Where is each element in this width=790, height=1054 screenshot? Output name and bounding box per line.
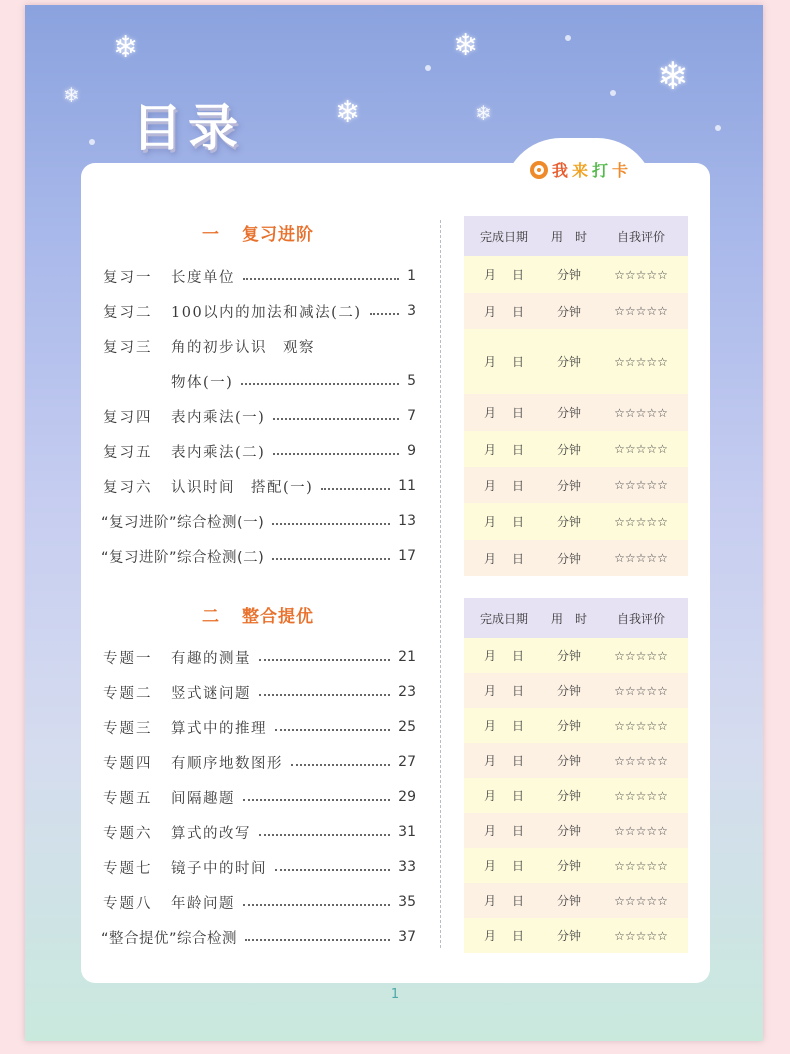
time-cell[interactable]: 分钟: [556, 754, 581, 768]
date-cell[interactable]: 月 日: [483, 929, 524, 943]
toc-title: 年龄问题: [171, 895, 235, 912]
snowflake-icon: ❄: [335, 95, 361, 130]
table-row[interactable]: [464, 329, 688, 394]
toc-entry[interactable]: [103, 475, 416, 497]
table-row[interactable]: [464, 848, 688, 883]
date-cell[interactable]: 月 日: [483, 684, 524, 698]
toc-title: 间隔趣题: [171, 790, 235, 807]
star-rating[interactable]: ☆☆☆☆☆: [614, 405, 668, 420]
section-title: 复习进阶: [242, 225, 314, 245]
toc-entry-test[interactable]: [103, 545, 416, 567]
table-header: [464, 216, 688, 256]
toc-title: 有顺序地数图形: [171, 755, 283, 772]
toc-label: 复习四: [103, 409, 153, 426]
leader-dots: [273, 453, 399, 455]
leader-dots: [272, 523, 390, 525]
star-rating[interactable]: ☆☆☆☆☆: [614, 514, 668, 529]
table-row[interactable]: [464, 467, 688, 503]
toc-label: 专题六: [103, 825, 153, 842]
toc-page: 23: [398, 684, 416, 700]
header-rating: 自我评价: [616, 229, 665, 244]
leader-dots: [243, 278, 399, 280]
snowflake-icon: ❄: [113, 30, 139, 65]
header-rating: 自我评价: [616, 611, 665, 626]
star-rating[interactable]: ☆☆☆☆☆: [614, 648, 668, 663]
date-cell[interactable]: 月 日: [483, 355, 524, 369]
toc-entry[interactable]: [103, 335, 416, 357]
date-cell[interactable]: 月 日: [483, 478, 524, 493]
toc-label: 复习二: [103, 304, 153, 321]
table-row[interactable]: [464, 778, 688, 813]
star-rating[interactable]: ☆☆☆☆☆: [614, 823, 668, 838]
header-time: 用 时: [550, 611, 587, 626]
toc-entry[interactable]: [103, 300, 416, 322]
toc-page: 31: [398, 824, 416, 840]
table-row[interactable]: [464, 431, 688, 467]
toc-entry[interactable]: [103, 821, 416, 843]
toc-entry[interactable]: [103, 265, 416, 287]
toc-title: 100以内的加法和减法(二): [171, 304, 362, 321]
toc-entry[interactable]: [103, 786, 416, 808]
toc-label: 复习三: [103, 339, 153, 356]
checkin-char: 我: [552, 161, 569, 180]
date-cell[interactable]: 月 日: [483, 551, 524, 566]
toc-entry-continued[interactable]: [103, 370, 416, 392]
leader-dots: [259, 694, 390, 696]
toc-title: 算式中的推理: [171, 720, 267, 737]
toc-entry[interactable]: [103, 646, 416, 668]
toc-label: 复习六: [103, 479, 153, 496]
toc-page: 37: [398, 929, 416, 945]
page-title: 目录: [132, 99, 244, 157]
leader-dots: [245, 939, 390, 941]
sparkle-dot: [610, 90, 616, 96]
table-row[interactable]: [464, 256, 688, 293]
snowflake-icon: ❄: [453, 28, 479, 63]
toc-label: 专题一: [103, 650, 153, 667]
section-number: 一: [202, 225, 220, 245]
toc-title: 表内乘法(一): [171, 409, 266, 426]
leader-dots: [243, 799, 390, 801]
target-icon: [530, 161, 548, 179]
time-cell[interactable]: 分钟: [556, 304, 581, 319]
toc-page: 3: [407, 303, 416, 319]
section-heading-enhance: [202, 602, 314, 627]
leader-dots: [272, 558, 390, 560]
toc-label: 复习一: [103, 269, 153, 286]
date-cell[interactable]: 月 日: [483, 268, 524, 282]
toc-label: 复习五: [103, 444, 153, 461]
toc-entry[interactable]: [103, 405, 416, 427]
date-cell[interactable]: 月 日: [483, 406, 524, 420]
date-cell[interactable]: 月 日: [483, 754, 524, 768]
time-cell[interactable]: 分钟: [556, 894, 581, 908]
checkin-char: 打: [592, 161, 609, 180]
snowflake-icon: ❄: [63, 83, 80, 107]
star-rating[interactable]: ☆☆☆☆☆: [614, 893, 668, 908]
table-row[interactable]: [464, 813, 688, 848]
date-cell[interactable]: 月 日: [483, 894, 524, 908]
star-rating[interactable]: ☆☆☆☆☆: [614, 551, 668, 565]
star-rating[interactable]: ☆☆☆☆☆: [614, 753, 668, 768]
star-rating[interactable]: ☆☆☆☆☆: [614, 858, 668, 873]
header-date: 完成日期: [479, 611, 528, 626]
toc-title: 长度单位: [171, 269, 235, 286]
page-number: 1: [390, 987, 400, 1002]
time-cell[interactable]: 分钟: [556, 268, 581, 282]
time-cell[interactable]: 分钟: [556, 684, 581, 698]
checkin-table-1: [464, 216, 688, 576]
toc-title: 镜子中的时间: [171, 860, 267, 877]
time-cell[interactable]: 分钟: [556, 789, 581, 803]
toc-page: 7: [407, 408, 416, 424]
star-rating[interactable]: ☆☆☆☆☆: [614, 788, 668, 803]
leader-dots: [275, 869, 390, 871]
toc-label: 专题五: [103, 790, 153, 807]
toc-title: 表内乘法(二): [171, 444, 266, 461]
table-row[interactable]: [464, 638, 688, 673]
time-cell[interactable]: 分钟: [556, 824, 581, 838]
toc-page: 9: [407, 443, 416, 459]
checkin-table-2: [464, 598, 688, 953]
date-cell[interactable]: 月 日: [483, 859, 524, 873]
date-cell[interactable]: 月 日: [483, 719, 524, 733]
checkin-char: 卡: [612, 161, 629, 180]
table-row[interactable]: [464, 708, 688, 743]
toc-page: 33: [398, 859, 416, 875]
toc-page: 25: [398, 719, 416, 735]
sparkle-dot: [425, 65, 431, 71]
time-cell[interactable]: 分钟: [556, 442, 581, 457]
toc-label: 专题七: [103, 860, 153, 877]
leader-dots: [259, 659, 390, 661]
date-cell[interactable]: 月 日: [483, 789, 524, 803]
star-rating[interactable]: ☆☆☆☆☆: [614, 304, 668, 318]
toc-title: 有趣的测量: [171, 650, 251, 667]
sparkle-dot: [89, 139, 95, 145]
toc-title: “复习进阶”综合检测(一): [101, 514, 265, 531]
leader-dots: [291, 764, 390, 766]
toc-label: 专题三: [103, 720, 153, 737]
toc-page: 35: [398, 894, 416, 910]
date-cell[interactable]: 月 日: [483, 442, 524, 457]
star-rating[interactable]: ☆☆☆☆☆: [614, 683, 668, 698]
snowflake-icon: ❄: [657, 54, 689, 98]
leader-dots: [243, 904, 390, 906]
star-rating[interactable]: ☆☆☆☆☆: [614, 928, 668, 943]
leader-dots: [273, 418, 399, 420]
time-cell[interactable]: 分钟: [556, 478, 581, 493]
toc-entry-test[interactable]: [103, 926, 416, 948]
toc-title: “整合提优”综合检测: [101, 930, 238, 947]
time-cell[interactable]: 分钟: [556, 929, 581, 943]
time-cell[interactable]: 分钟: [556, 355, 581, 369]
table-row[interactable]: [464, 394, 688, 431]
toc-label: 专题八: [103, 895, 153, 912]
section-title: 整合提优: [242, 607, 314, 627]
checkin-badge: [530, 158, 628, 181]
toc-title: 角的初步认识 观察: [171, 339, 315, 356]
leader-dots: [321, 488, 390, 490]
table-row[interactable]: [464, 503, 688, 540]
toc-title: “复习进阶”综合检测(二): [101, 549, 265, 566]
toc-page: 5: [407, 373, 416, 389]
toc-title: 物体(一): [171, 374, 234, 391]
date-cell[interactable]: 月 日: [483, 824, 524, 838]
header-time: 用 时: [550, 229, 587, 244]
column-divider: [440, 220, 441, 948]
date-cell[interactable]: 月 日: [483, 649, 524, 663]
table-row[interactable]: [464, 673, 688, 708]
toc-label: 专题四: [103, 755, 153, 772]
star-rating[interactable]: ☆☆☆☆☆: [614, 478, 668, 492]
toc-title: 竖式谜问题: [171, 685, 251, 702]
table-row[interactable]: [464, 743, 688, 778]
leader-dots: [259, 834, 390, 836]
leader-dots: [241, 383, 399, 385]
toc-entry[interactable]: [103, 856, 416, 878]
toc-entry[interactable]: [103, 751, 416, 773]
star-rating[interactable]: ☆☆☆☆☆: [614, 354, 668, 369]
toc-page: 13: [398, 513, 416, 529]
section-number: 二: [202, 607, 220, 627]
table-row[interactable]: [464, 540, 688, 576]
toc-entry[interactable]: [103, 891, 416, 913]
leader-dots: [370, 313, 400, 315]
snowflake-icon: ❄: [475, 101, 492, 125]
table-row[interactable]: [464, 883, 688, 918]
star-rating[interactable]: ☆☆☆☆☆: [614, 718, 668, 733]
toc-label: 专题二: [103, 685, 153, 702]
toc-page: 21: [398, 649, 416, 665]
toc-page: 27: [398, 754, 416, 770]
toc-entry[interactable]: [103, 716, 416, 738]
toc-page: 1: [407, 268, 416, 284]
star-rating[interactable]: ☆☆☆☆☆: [614, 267, 668, 282]
section-heading-review: [202, 220, 314, 245]
table-row[interactable]: [464, 918, 688, 953]
toc-entry-test[interactable]: [103, 510, 416, 532]
toc-entry[interactable]: [103, 440, 416, 462]
table-header: [464, 598, 688, 638]
header-date: 完成日期: [479, 229, 528, 244]
sparkle-dot: [715, 125, 721, 131]
date-cell[interactable]: 月 日: [483, 304, 524, 319]
date-cell[interactable]: 月 日: [483, 515, 524, 529]
time-cell[interactable]: 分钟: [556, 515, 581, 529]
table-row[interactable]: [464, 293, 688, 329]
time-cell[interactable]: 分钟: [556, 551, 581, 566]
toc-title: 认识时间 搭配(一): [171, 479, 314, 496]
time-cell[interactable]: 分钟: [556, 719, 581, 733]
checkin-char: 来: [572, 161, 589, 180]
star-rating[interactable]: ☆☆☆☆☆: [614, 442, 668, 456]
toc-entry[interactable]: [103, 681, 416, 703]
time-cell[interactable]: 分钟: [556, 649, 581, 663]
time-cell[interactable]: 分钟: [556, 406, 581, 420]
sparkle-dot: [565, 35, 571, 41]
toc-title: 算式的改写: [171, 825, 251, 842]
time-cell[interactable]: 分钟: [556, 859, 581, 873]
leader-dots: [275, 729, 390, 731]
toc-page: 17: [398, 548, 416, 564]
toc-page: 29: [398, 789, 416, 805]
toc-page: 11: [398, 478, 416, 494]
